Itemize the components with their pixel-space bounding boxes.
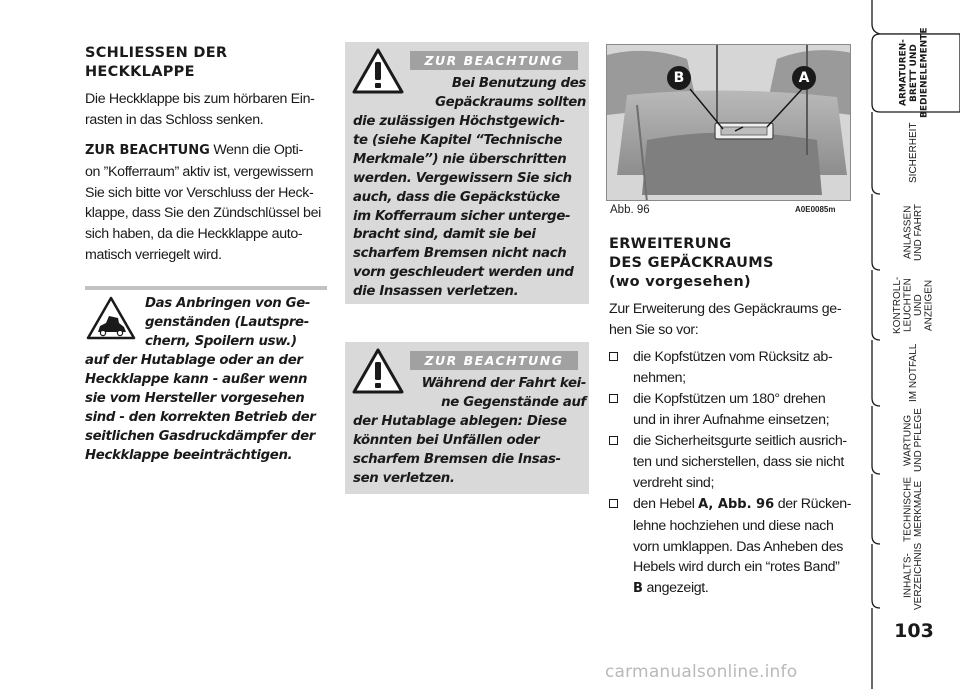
accessories-warning-indented: Das Anbringen von Ge- genständen (Lautspre- chern, Spoilern usw.) [145, 296, 311, 349]
warning-triangle-icon [352, 48, 404, 94]
figure-code: A0E0085m [795, 205, 836, 214]
list-item: die Kopfstützen vom Rücksitz ab- nehmen; [609, 347, 852, 389]
tab-emergency[interactable]: IM NOTFALL [907, 343, 919, 403]
warning-load-indented: Bei Benutzung des Gepäckraums sollten [435, 76, 586, 110]
tab-dashboard-controls[interactable]: ARMATUREN- BRETT UND BEDIENELEMENTE [898, 27, 930, 119]
watermark: carmanualsonline.info [605, 662, 798, 682]
figure-96-photo [606, 44, 851, 201]
figure-caption: Abb. 96 [610, 204, 650, 216]
page-number: 103 [894, 620, 934, 642]
warning-shelf-indented: Während der Fahrt kei- ne Gegenstände auf [421, 376, 586, 410]
closing-paragraph: Die Heckklappe bis zum hörbaren Ein- rasten in das Schloss senken. [85, 91, 315, 128]
warning-shelf-text: der Hutablage ablegen: Diese könnten bei Unfällen oder scharfem Bremsen die Insas- sen verletzen. [353, 414, 567, 486]
section-rule [85, 286, 327, 290]
chapter-index [868, 0, 960, 689]
extension-intro: Zur Erweiterung des Gepäckraums ge- hen Sie so vor: [609, 301, 842, 338]
tab-maintenance[interactable]: WARTUNG UND PFLEGE [902, 408, 924, 472]
car-hatch-warning-icon [86, 296, 136, 340]
list-item: die Kopfstützen um 180° drehen und in ihrer Aufnahme einsetzen; [609, 389, 852, 431]
tab-index[interactable]: INHALTS- VERZEICHNIS [902, 542, 924, 610]
tab-starting-driving[interactable]: ANLASSEN UND FAHRT [902, 203, 924, 261]
checkbox-bullet-icon [609, 436, 618, 445]
tab-technical-specs[interactable]: TECHNISCHE MERKMALE [902, 476, 924, 542]
accessories-warning-text: auf der Hutablage oder an der Heckklappe kann - außer wenn sie vom Hersteller vorgesehen sind - den korrekten Betrieb der seitlichen Gasdruckdämpfer der Heckklappe beeinträchtigen. [85, 353, 316, 463]
tab-warning-lights[interactable]: KONTROLL- LEUCHTEN UND ANZEIGEN [892, 276, 935, 334]
list-item: den Hebel A, Abb. 96 der Rücken- lehne hochziehen und diese nach vorn umklappen. Das Anheben des Hebels wird durch ein “rotes Band” B angezeigt. [609, 494, 852, 600]
tab-safety[interactable]: SICHERHEIT [907, 122, 919, 184]
checkbox-bullet-icon [609, 394, 618, 403]
closing-note-paragraph: ZUR BEACHTUNG Wenn die Opti- on ”Kofferraum” aktiv ist, vergewissern Sie sich bitte vor Verschluss der Heck- klappe, dass Sie den Zündschlüssel bei sich haben, da die Heckklappe auto- matisch verriegelt wird. [85, 142, 321, 263]
section-title-extension: ERWEITERUNG DES GEPÄCKRAUMS (wo vorgesehen) [609, 236, 774, 290]
warning-load-text: die zulässigen Höchstgewich- te (siehe Kapitel “Technische Merkmale”) nie überschritten werden. Vergewissern Sie sich auch, dass die Gepäckstücke im Kofferraum sicher unterge- bracht sind, damit sie bei scharfem Bremsen nicht nach vorn geschleudert werden und die Insassen verletzen. [353, 114, 574, 300]
checkbox-bullet-icon [609, 352, 618, 361]
section-title-closing: SCHLIESSEN DER HECKKLAPPE [85, 45, 228, 80]
callout-b: B [667, 66, 691, 90]
callout-a: A [792, 66, 816, 90]
warning-triangle-icon [352, 348, 404, 394]
note-tag-label: ZUR BEACHTUNG [410, 351, 578, 370]
note-tag-label: ZUR BEACHTUNG [410, 51, 578, 70]
note-label: ZUR BEACHTUNG [85, 143, 210, 158]
list-item: die Sicherheitsgurte seitlich ausrich- ten und sicherstellen, dass sie nicht verdreht sind; [609, 431, 852, 493]
checkbox-bullet-icon [609, 499, 618, 508]
